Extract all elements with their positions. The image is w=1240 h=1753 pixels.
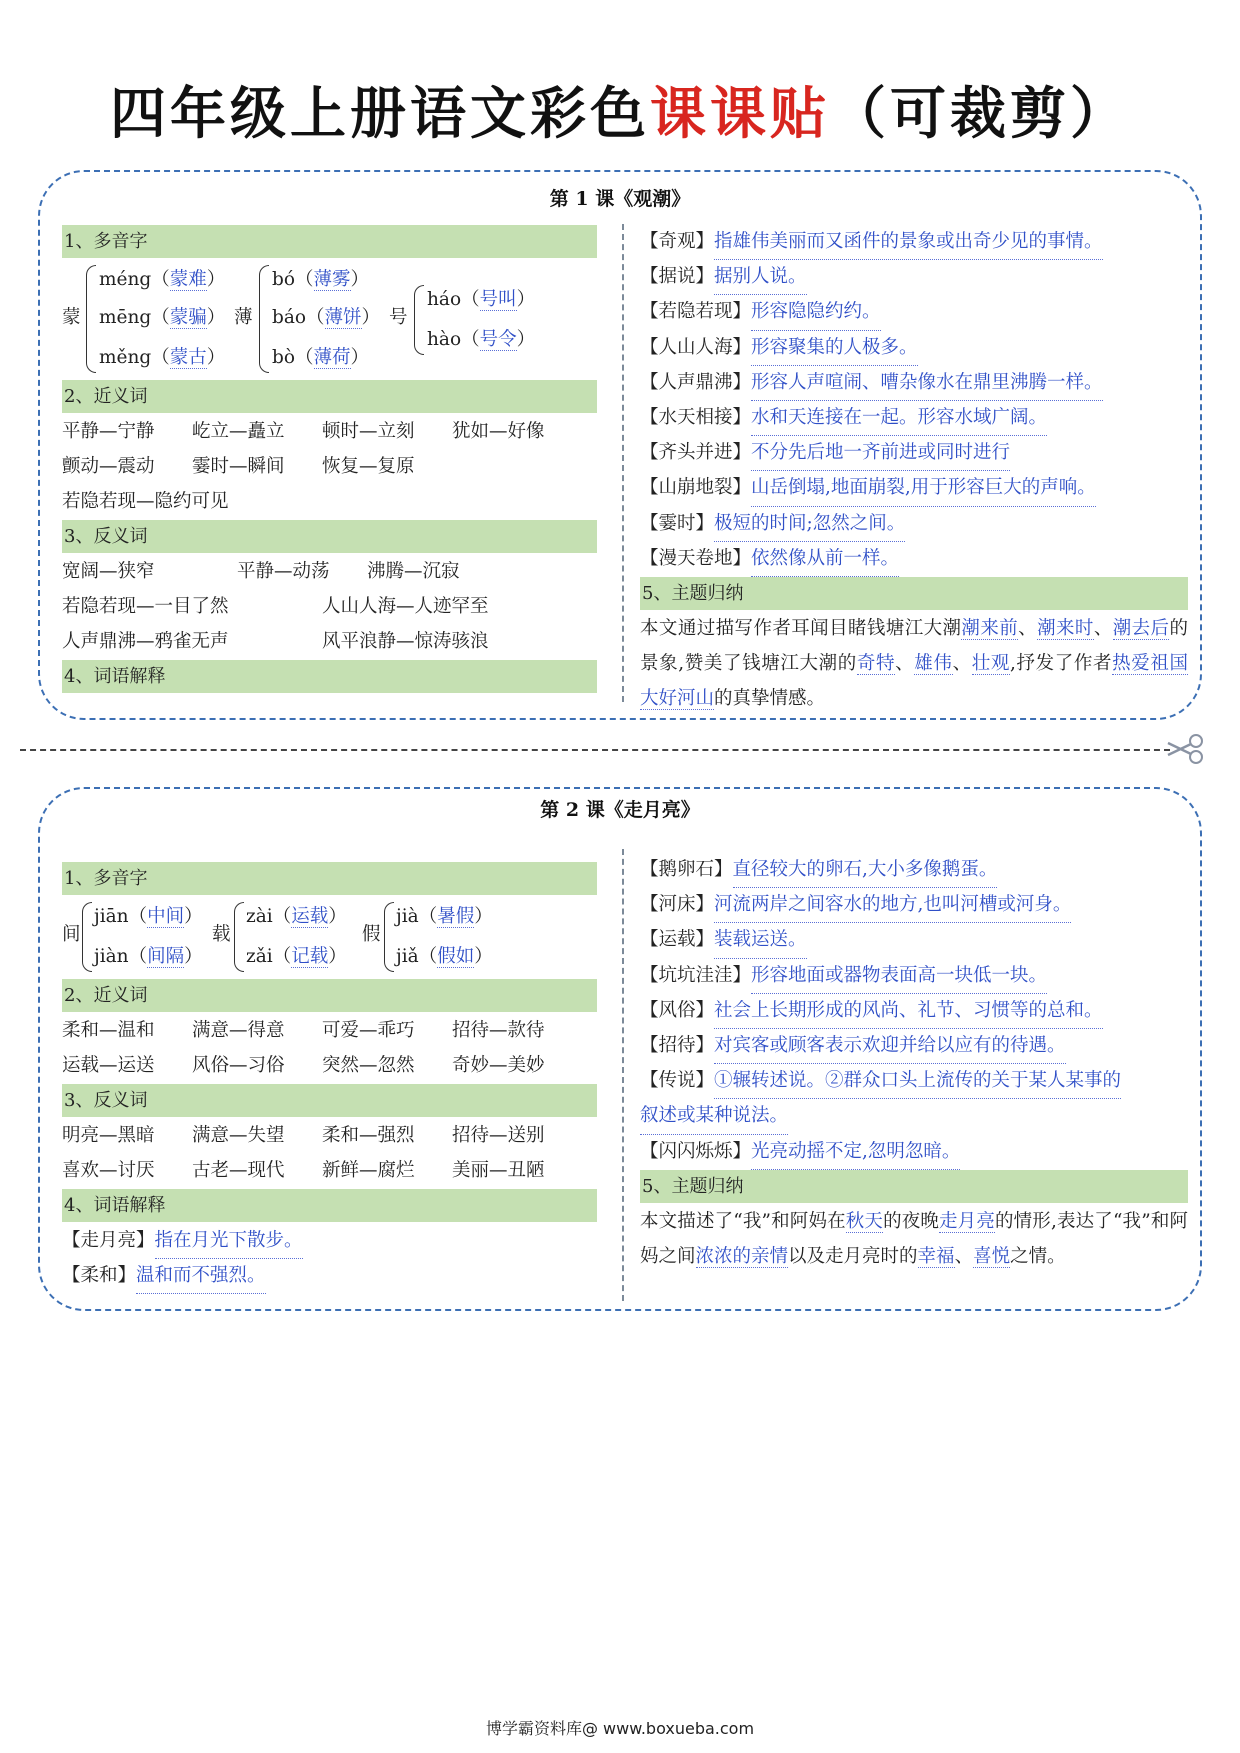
- poly-item: hào（号令）: [427, 329, 536, 350]
- antonym-row: 喜欢—讨厌 古老—现代 新鲜—腐烂 美丽—丑陋: [62, 1160, 545, 1181]
- title-main: 四年级上册语文彩色: [110, 82, 650, 147]
- poly-item: zǎi（记载）: [246, 946, 347, 967]
- polyphonic-block: [62, 896, 597, 978]
- definition-row: 【若隐若现】形容隐隐约约。: [640, 294, 1188, 329]
- brace-icon: [86, 265, 96, 373]
- definition-row: 【漫天卷地】依然像从前一样。: [640, 541, 1188, 576]
- poly-char: 假: [362, 924, 381, 945]
- definition-row: 【山崩地裂】山岳倒塌,地面崩裂,用于形容巨大的声响。: [640, 470, 1188, 505]
- definition-row: 【霎时】极短的时间;忽然之间。: [640, 506, 1188, 541]
- theme-summary: 本文通过描写作者耳闻目睹钱塘江大潮潮来前、潮来时、潮去后的景象,赞美了钱塘江大潮的奇特、雄伟、壮观,抒发了作者热爱祖国大好河山的真挚情感。: [640, 617, 1188, 709]
- section-header: 5、主题归纳: [640, 577, 1188, 610]
- poly-char: 间: [62, 924, 81, 945]
- synonym-row: 运载—运送 风俗—习俗 突然—忽然 奇妙—美妙: [62, 1055, 545, 1076]
- poly-item: bò（薄荷）: [272, 347, 370, 368]
- footer-watermark: 博学霸资料库@ www.boxueba.com: [485, 1719, 755, 1738]
- definition-row: 【河床】河流两岸之间容水的地方,也叫河槽或河身。: [640, 887, 1188, 922]
- right-column: [640, 224, 1188, 716]
- definition-row: 【传说】①辗转述说。②群众口头上流传的关于某人某事的: [640, 1063, 1188, 1098]
- brace-icon: [234, 902, 244, 972]
- lesson-card-2: [38, 787, 1202, 1311]
- right-column: [640, 852, 1188, 1274]
- definition-row: 【鹅卵石】直径较大的卵石,大小多像鹅蛋。: [640, 852, 1188, 887]
- antonym-row: 宽阔—狭窄 平静—动荡 沸腾—沉寂: [62, 561, 460, 582]
- poly-char: 薄: [234, 307, 253, 328]
- definition-row: 【运载】装载运送。: [640, 922, 1188, 957]
- poly-item: mēng（蒙骗）: [99, 307, 226, 328]
- synonym-row: 柔和—温和 满意—得意 可爱—乖巧 招待—款待: [62, 1020, 545, 1041]
- definition-row: 【人声鼎沸】形容人声喧闹、嘈杂像水在鼎里沸腾一样。: [640, 365, 1188, 400]
- brace-icon: [259, 265, 269, 373]
- definition-row: 【据说】据别人说。: [640, 259, 1188, 294]
- definition-row: 【柔和】温和而不强烈。: [62, 1258, 597, 1293]
- page-title: [0, 70, 1240, 150]
- lesson-title: 第 1 课《观潮》: [549, 188, 691, 210]
- section-header: 4、词语解释: [62, 1189, 597, 1222]
- title-suffix: （可裁剪）: [830, 82, 1130, 147]
- poly-item: méng（蒙难）: [99, 269, 226, 290]
- poly-item: zài（运载）: [246, 906, 347, 927]
- poly-item: jiàn（间隔）: [94, 946, 203, 967]
- synonym-row: 若隐若现—隐约可见: [62, 491, 229, 512]
- definition-row: 【奇观】指雄伟美丽而又函件的景象或出奇少见的事情。: [640, 224, 1188, 259]
- brace-icon: [82, 902, 92, 972]
- section-header: 3、反义词: [62, 1084, 597, 1117]
- section-header: 5、主题归纳: [640, 1170, 1188, 1203]
- definition-row: 【人山人海】形容聚集的人极多。: [640, 330, 1188, 365]
- definition-row-continued: 叙述或某种说法。: [640, 1098, 1188, 1133]
- scissors-icon: [1166, 733, 1206, 765]
- poly-item: báo（薄饼）: [272, 307, 381, 328]
- definition-row: 【招待】对宾客或顾客表示欢迎并给以应有的待遇。: [640, 1028, 1188, 1063]
- left-column: [62, 861, 597, 1293]
- theme-summary: 本文描述了“我”和阿妈在秋天的夜晚走月亮的情形,表达了“我”和阿妈之间浓浓的亲情以及走月亮时的幸福、喜悦之情。: [640, 1210, 1188, 1267]
- left-column: [62, 224, 597, 694]
- antonym-row: 明亮—黑暗 满意—失望 柔和—强烈 招待—送别: [62, 1125, 545, 1146]
- synonym-row: 颤动—震动 霎时—瞬间 恢复—复原: [62, 456, 415, 477]
- section-header: 1、多音字: [62, 862, 597, 895]
- definition-row: 【水天相接】水和天连接在一起。形容水域广阔。: [640, 400, 1188, 435]
- lesson-card-1: [38, 170, 1202, 720]
- section-header: 4、词语解释: [62, 660, 597, 693]
- brace-icon: [414, 285, 424, 355]
- lesson-title: 第 2 课《走月亮》: [540, 799, 700, 821]
- antonym-row: 人声鼎沸—鸦雀无声 风平浪静—惊涛骇浪: [62, 631, 489, 652]
- poly-item: háo（号叫）: [427, 289, 536, 310]
- poly-char: 蒙: [62, 307, 81, 328]
- antonym-row: 若隐若现—一目了然 人山人海—人迹罕至: [62, 596, 489, 617]
- poly-item: jiǎ（假如）: [396, 946, 493, 967]
- poly-item: bó（薄雾）: [272, 269, 370, 290]
- column-divider: [622, 849, 624, 1301]
- definition-row: 【走月亮】指在月光下散步。: [62, 1223, 597, 1258]
- poly-char: 号: [389, 307, 408, 328]
- poly-char: 载: [212, 924, 231, 945]
- synonym-row: 平静—宁静 屹立—矗立 顿时—立刻 犹如—好像: [62, 421, 545, 442]
- column-divider: [622, 224, 624, 702]
- section-header: 2、近义词: [62, 979, 597, 1012]
- definition-row: 【齐头并进】不分先后地一齐前进或同时进行: [640, 435, 1188, 470]
- definition-row: 【坑坑洼洼】形容地面或器物表面高一块低一块。: [640, 958, 1188, 993]
- brace-icon: [384, 902, 394, 972]
- polyphonic-block: [62, 259, 597, 379]
- definition-row: 【闪闪烁烁】光亮动摇不定,忽明忽暗。: [640, 1134, 1188, 1169]
- section-header: 1、多音字: [62, 225, 597, 258]
- poly-item: jiān（中间）: [94, 906, 203, 927]
- section-header: 3、反义词: [62, 520, 597, 553]
- section-header: 2、近义词: [62, 380, 597, 413]
- poly-item: měng（蒙古）: [99, 347, 226, 368]
- definition-row: 【风俗】社会上长期形成的风尚、礼节、习惯等的总和。: [640, 993, 1188, 1028]
- title-highlight: 课课贴: [650, 82, 830, 147]
- poly-item: jià（暑假）: [396, 906, 493, 927]
- cut-line: [20, 749, 1170, 751]
